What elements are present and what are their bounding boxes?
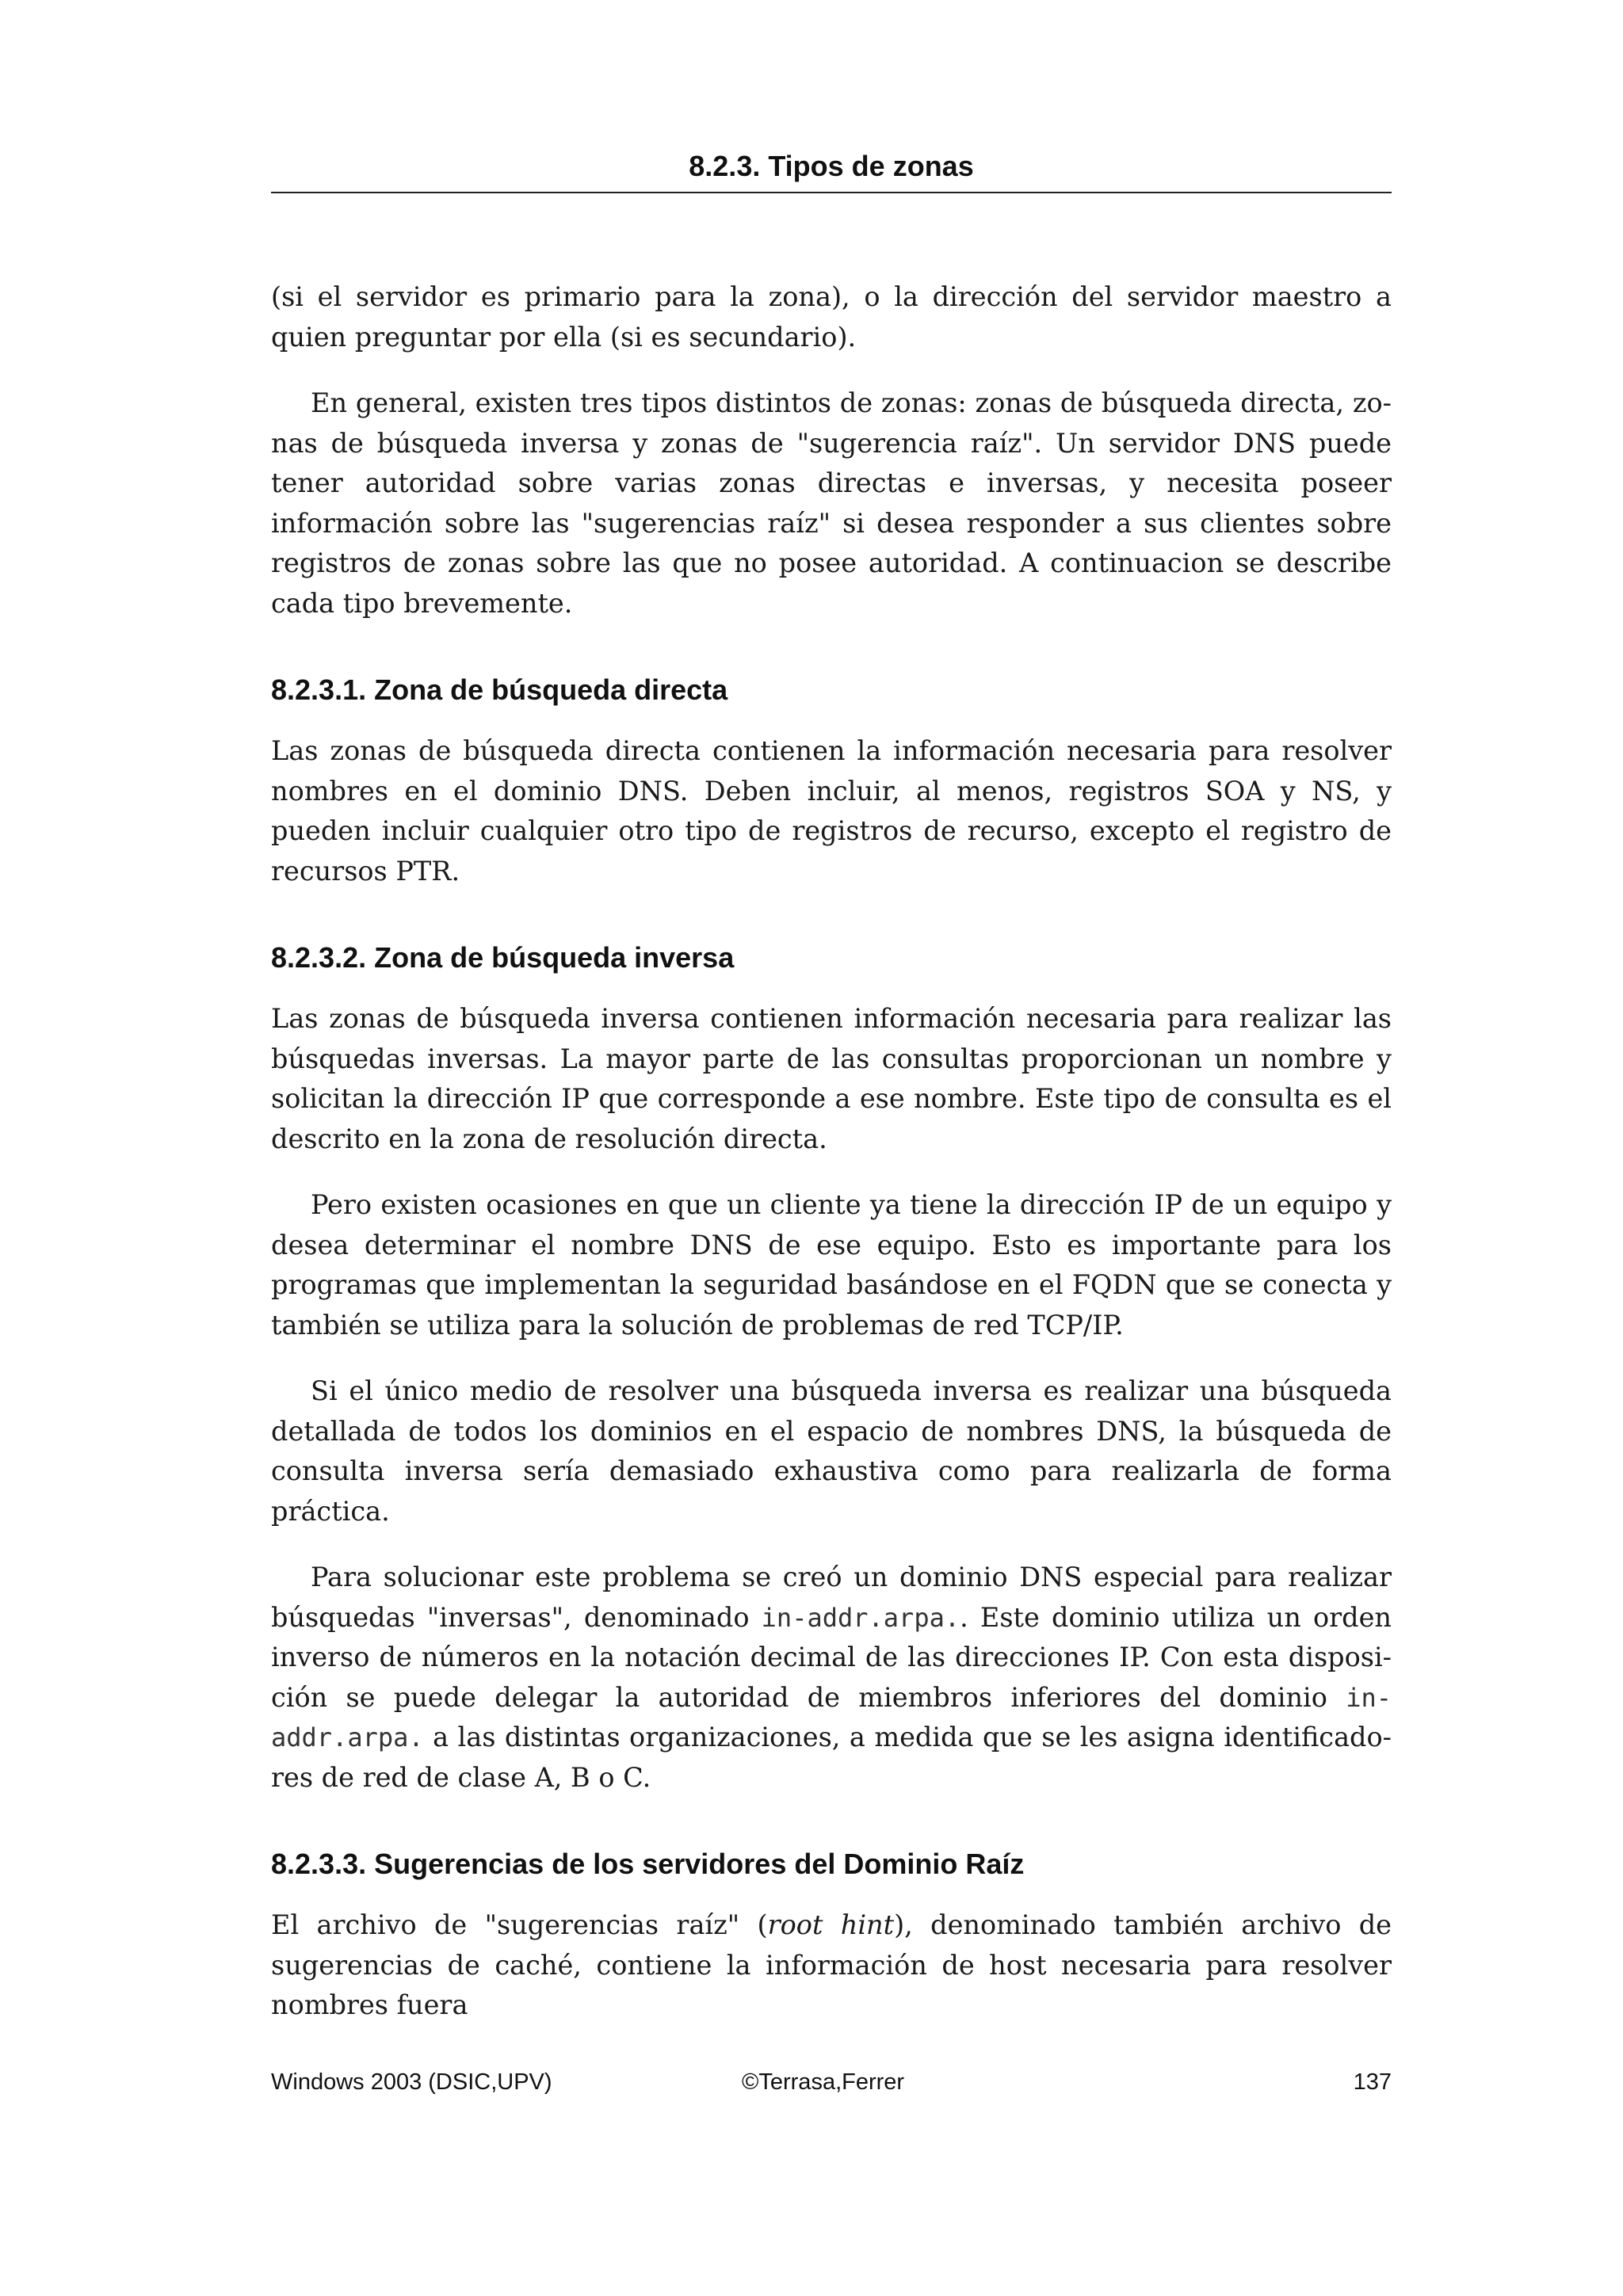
in-addr-arpa-code-2: in-addr.arpa.	[271, 1682, 1392, 1753]
reverse-zone-text-2: . Este dominio utiliza un orden inverso de números en la notación decimal de las direcciones IP. Con esta disposición se puede delegar la autoridad de miembros inferiores del dominio	[271, 1601, 1392, 1713]
in-addr-arpa-code-1: in-addr.arpa.	[761, 1602, 960, 1633]
intro-paragraph-2: En general, existen tres tipos distintos de zonas: zonas de búsqueda directa, zonas de búsqueda inversa y zonas de "sugerencia raíz". Un servidor DNS puede tener autoridad sobre varias zonas directas e inversas, y necesita poseer información sobre las "sugerencias raíz" si desea responder a sus clientes sobre registros de zonas sobre las que no posee autoridad. A continuacion se describe cada tipo brevemente.	[271, 387, 1392, 619]
reverse-zone-paragraph-1: Las zonas de búsqueda inversa contienen información necesaria para realizar las búsquedas inversas. La mayor parte de las consultas proporcionan un nombre y solicitan la dirección IP que corresponde a ese nombre. Este tipo de consulta es el descrito en la zona de resolución directa.	[271, 1003, 1392, 1154]
section-heading-reverse-zone: 8.2.3.2. Zona de búsqueda inversa	[271, 941, 735, 974]
page-number: 137	[1353, 2069, 1392, 2095]
root-hints-text-1: El archivo de "sugerencias raíz" (	[271, 1909, 768, 1940]
reverse-zone-text-1: Para solucionar este problema se creó un dominio DNS especial para realizar búsquedas "inversas", denominado	[271, 1562, 1392, 1633]
intro-paragraph-1: (si el servidor es primario para la zona), o la dirección del servidor maestro a quien preguntar por ella (si es secundario).	[271, 281, 1392, 353]
direct-zone-paragraph: Las zonas de búsqueda directa contienen la información necesaria para resolver nombres en el dominio DNS. Deben incluir, al menos, registros SOA y NS, y pueden incluir cualquier otro tipo de registros de recurso, excepto el registro de recursos PTR.	[271, 735, 1392, 887]
reverse-zone-paragraph-2: Pero existen ocasiones en que un cliente ya tiene la dirección IP de un equipo y desea determinar el nombre DNS de ese equipo. Esto es importante para los programas que implementan la seguridad basándose en el FQDN que se conecta y también se utiliza para la solución de problemas de red TCP/IP.	[271, 1189, 1392, 1341]
root-hints-text-2: ), denominado también archivo de sugerencias de caché, contiene la información de host necesaria para resolver nombres fuera	[271, 1909, 1392, 2020]
running-header: 8.2.3. Tipos de zonas	[689, 150, 974, 182]
footer-copyright: ©Terrasa,Ferrer	[742, 2069, 905, 2095]
header-rule	[271, 192, 1392, 193]
reverse-zone-text-3: a las distintas organizaciones, a medida que se les asigna identificadores de red de clase A, B o C.	[271, 1722, 1392, 1793]
document-page	[271, 0, 1392, 2296]
reverse-zone-paragraph-4	[271, 1558, 1392, 1798]
footer-course: Windows 2003 (DSIC,UPV)	[271, 2069, 552, 2095]
section-heading-direct-zone: 8.2.3.1. Zona de búsqueda directa	[271, 673, 728, 706]
section-heading-root-hints: 8.2.3.3. Sugerencias de los servidores del Dominio Raíz	[271, 1848, 1025, 1880]
page-content	[271, 277, 1392, 2052]
root-hints-paragraph	[271, 1905, 1392, 2026]
root-hint-term: root hint	[767, 1909, 895, 1940]
page-footer	[271, 2065, 1392, 2100]
reverse-zone-paragraph-3: Si el único medio de resolver una búsqueda inversa es realizar una búsqueda detallada de todos los dominios en el espacio de nombres DNS, la búsqueda de consulta inversa sería demasiado exhaustiva como para realizarla de forma práctica.	[271, 1375, 1392, 1527]
